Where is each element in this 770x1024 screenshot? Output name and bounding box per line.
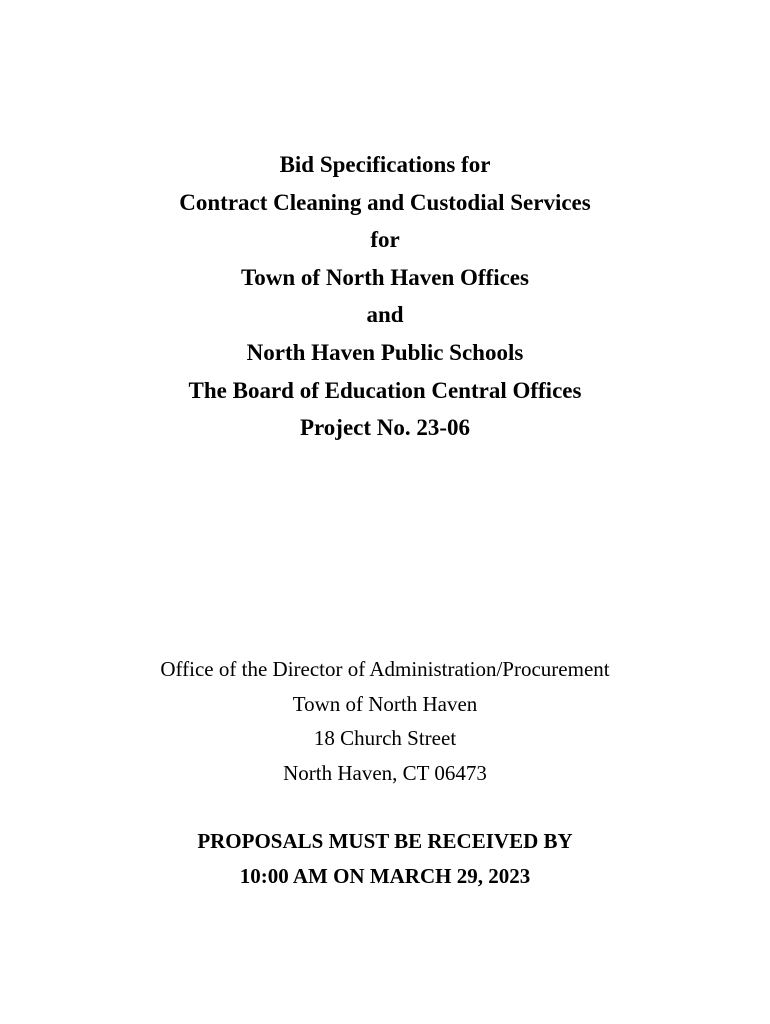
office-city-state-zip: North Haven, CT 06473 (283, 760, 487, 785)
office-address (0, 652, 770, 790)
title-line-and: and (366, 302, 404, 328)
title-line-services: Contract Cleaning and Custodial Services (179, 189, 591, 215)
proposal-deadline (0, 824, 770, 894)
title-line-public-schools: North Haven Public Schools (246, 339, 524, 365)
office-name: Office of the Director of Administration/Procurement (160, 657, 610, 681)
title-line-town-offices: Town of North Haven Offices (241, 264, 529, 290)
office-town: Town of North Haven (292, 691, 478, 716)
title-line-board-of-education: The Board of Education Central Offices (188, 377, 582, 403)
office-street: 18 Church Street (313, 726, 457, 751)
deadline-date-time: 10:00 AM ON MARCH 29, 2023 (239, 864, 531, 888)
document-title (0, 146, 770, 447)
title-line-for: for (370, 227, 400, 253)
deadline-notice: PROPOSALS MUST BE RECEIVED BY (197, 829, 573, 853)
project-number: Project No. 23-06 (299, 415, 471, 441)
title-line-bid-specifications: Bid Specifications for (279, 152, 491, 177)
